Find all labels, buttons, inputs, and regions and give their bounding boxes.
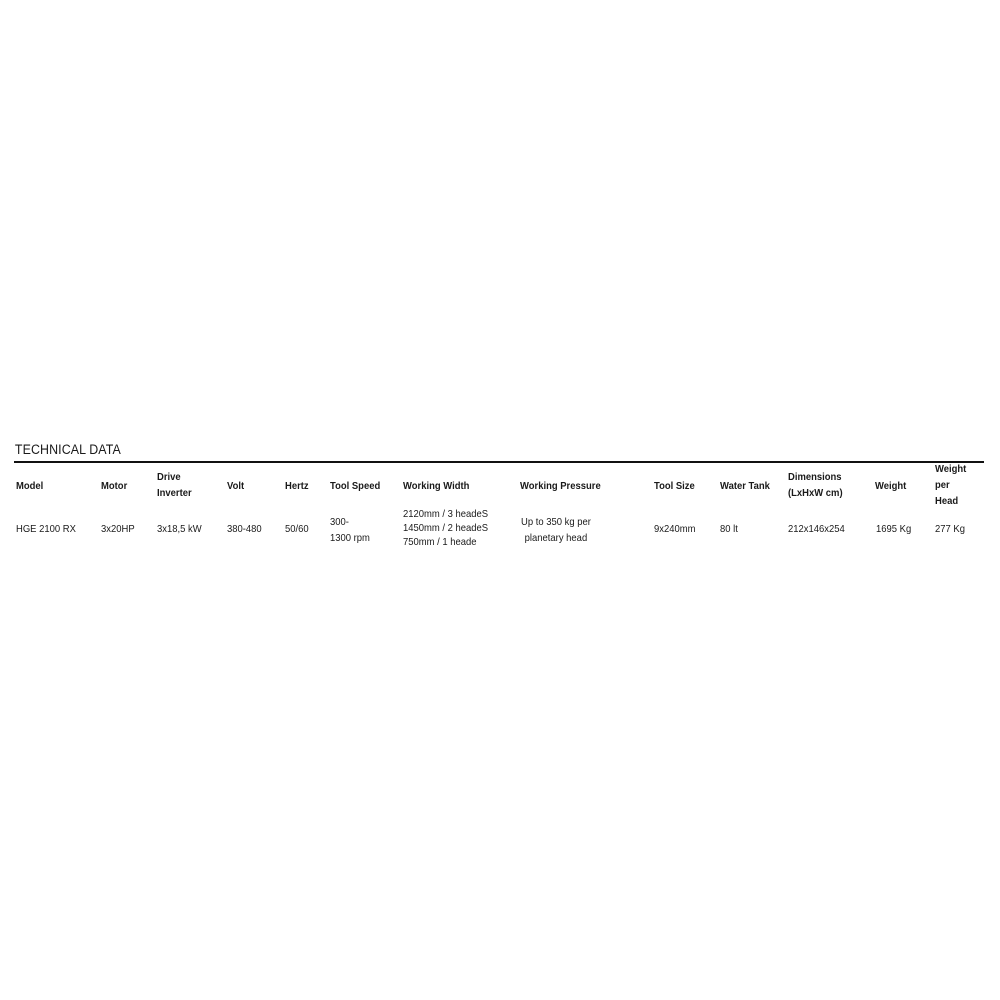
cell-dimensions-line: 212x146x254 [788, 523, 845, 535]
header-weight [875, 478, 906, 494]
header-model-line: Model [16, 480, 44, 492]
header-tool-speed-line: Tool Speed [330, 480, 381, 492]
header-dimensions-line: Dimensions [788, 471, 842, 483]
technical-data-table [14, 463, 984, 563]
header-working-pressure [520, 478, 601, 494]
cell-model [16, 521, 76, 537]
header-weight-per-head [935, 461, 966, 509]
cell-weight [876, 521, 911, 537]
header-dimensions [788, 469, 843, 501]
cell-working-width-line: 2120mm / 3 headeS [403, 508, 489, 520]
header-hertz [285, 478, 309, 494]
header-drive-inverter-line: Drive [157, 471, 181, 483]
cell-weight-per-head [935, 521, 965, 537]
technical-data-section [14, 441, 984, 563]
header-weight-per-head-line: per [935, 479, 950, 491]
cell-water-tank-line: 80 lt [720, 523, 738, 535]
header-volt [227, 478, 244, 494]
cell-tool-size [654, 521, 695, 537]
header-hertz-line: Hertz [285, 480, 309, 492]
cell-volt [227, 521, 262, 537]
cell-model-line: HGE 2100 RX [16, 523, 76, 535]
cell-hertz-line: 50/60 [285, 523, 309, 535]
cell-working-pressure-line: planetary head [524, 532, 588, 544]
cell-tool-size-line: 9x240mm [654, 523, 696, 535]
cell-hertz [285, 521, 309, 537]
header-water-tank-line: Water Tank [720, 480, 770, 492]
header-tool-speed [330, 478, 380, 494]
cell-tool-speed-line: 1300 rpm [330, 532, 370, 544]
header-drive-inverter [157, 469, 192, 501]
cell-drive-inverter-line: 3x18,5 kW [157, 523, 202, 535]
cell-weight-per-head-line: 277 Kg [935, 523, 965, 535]
cell-drive-inverter [157, 521, 202, 537]
cell-motor-line: 3x20HP [101, 523, 135, 535]
header-water-tank [720, 478, 770, 494]
cell-weight-line: 1695 Kg [876, 523, 912, 535]
cell-working-width [403, 507, 488, 549]
cell-working-pressure [521, 514, 591, 546]
header-weight-per-head-line: Weight [935, 463, 967, 475]
cell-motor [101, 521, 135, 537]
header-dimensions-line: (LxHxW cm) [788, 487, 843, 499]
cell-working-pressure-line: Up to 350 kg per [521, 516, 591, 528]
cell-working-width-line: 750mm / 1 heade [403, 536, 477, 548]
header-volt-line: Volt [227, 480, 245, 492]
header-weight-per-head-line: Head [935, 495, 959, 507]
header-working-width-line: Working Width [403, 480, 470, 492]
header-motor [101, 478, 127, 494]
cell-water-tank [720, 521, 738, 537]
header-tool-size [654, 478, 695, 494]
header-weight-line: Weight [875, 480, 907, 492]
cell-working-width-line: 1450mm / 2 headeS [403, 522, 489, 534]
header-drive-inverter-line: Inverter [157, 487, 192, 499]
header-model [16, 478, 43, 494]
cell-volt-line: 380-480 [227, 523, 262, 535]
section-title: TECHNICAL DATA [14, 442, 121, 457]
header-working-pressure-line: Working Pressure [520, 480, 601, 492]
header-motor-line: Motor [101, 480, 128, 492]
cell-dimensions [788, 521, 845, 537]
cell-tool-speed-line: 300- [330, 516, 349, 528]
header-working-width [403, 478, 469, 494]
header-tool-size-line: Tool Size [654, 480, 695, 492]
cell-tool-speed [330, 514, 370, 546]
